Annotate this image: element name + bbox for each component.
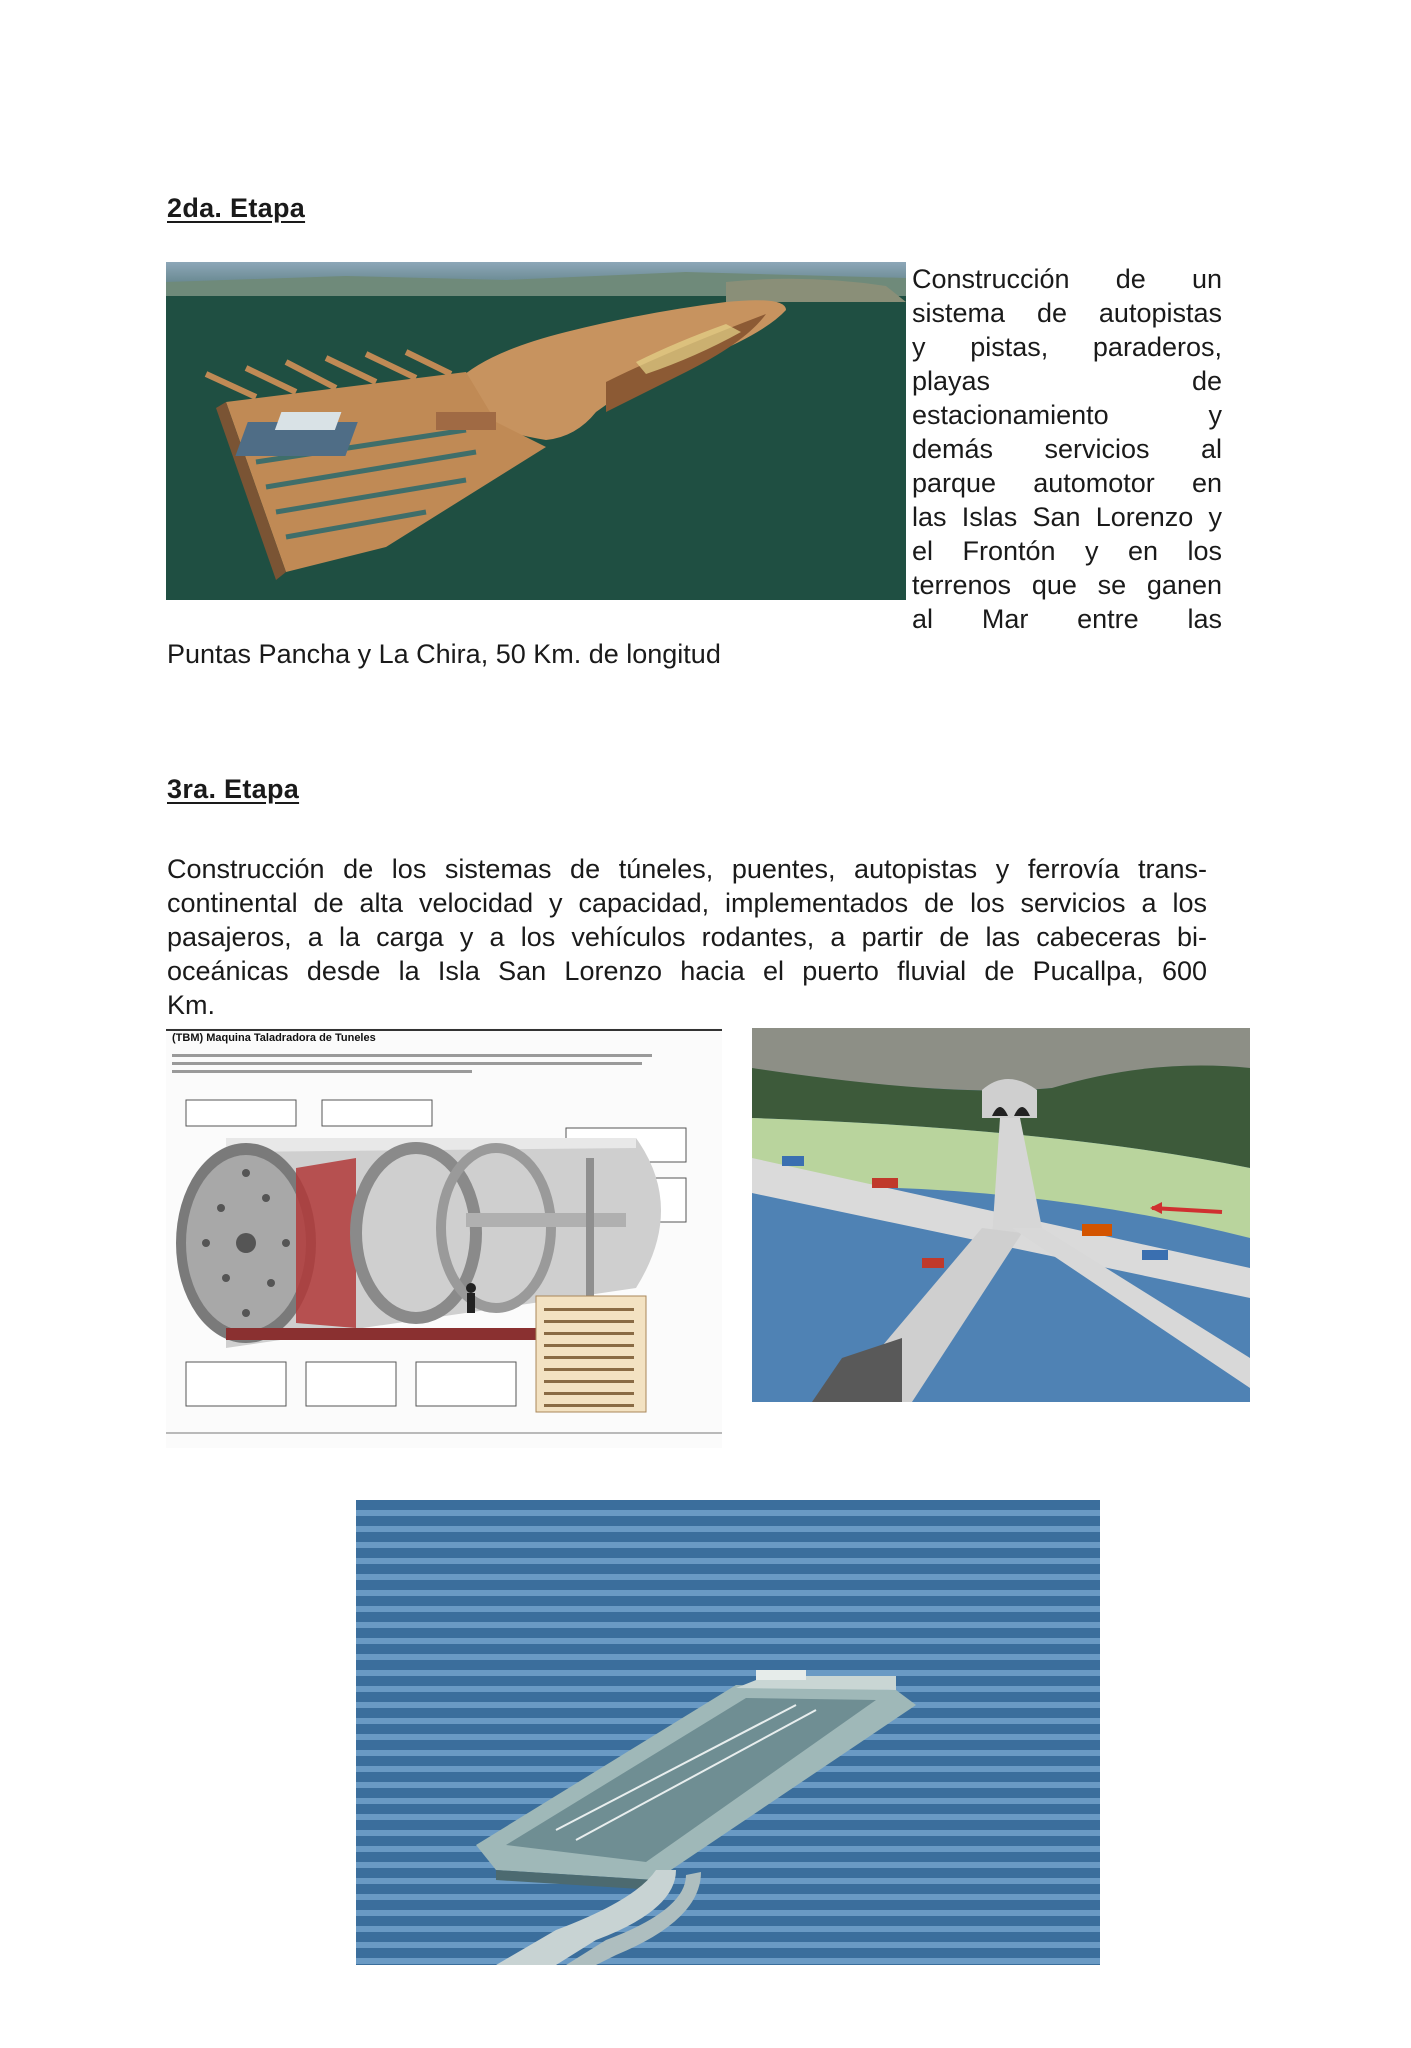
side-line: playas de — [912, 366, 1222, 396]
section-3-body-text — [167, 852, 1207, 1022]
section-2-side-text — [912, 262, 1222, 636]
side-line: al Mar entre las — [912, 604, 1222, 634]
side-line: terrenos que se ganen — [912, 570, 1222, 600]
body-line: Construcción de los sistemas de túneles, puentes, autopistas y ferrovía trans- — [167, 854, 1207, 884]
section-2-tail-text: Puntas Pancha y La Chira, 50 Km. de longitud — [167, 639, 721, 669]
tbm-diagram-title: (TBM) Maquina Taladradora de Tuneles — [172, 1032, 376, 1044]
section-3-heading: 3ra. Etapa — [167, 774, 300, 804]
side-line: estacionamiento y — [912, 400, 1222, 430]
body-line: continental de alta velocidad y capacidad, implementados de los servicios a los — [167, 888, 1207, 918]
side-line: parque automotor en — [912, 468, 1222, 498]
side-line: y pistas, paraderos, — [912, 332, 1222, 362]
body-line: oceánicas desde la Isla San Lorenzo hacia el puerto fluvial de Pucallpa, 600 — [167, 956, 1207, 986]
side-line: demás servicios al — [912, 434, 1222, 464]
side-line: sistema de autopistas — [912, 298, 1222, 328]
side-line: Construcción de un — [912, 264, 1222, 294]
side-line: las Islas San Lorenzo y — [912, 502, 1222, 532]
section-2-heading: 2da. Etapa — [167, 193, 306, 223]
aerial-island-render-image — [356, 1500, 1100, 1965]
body-line: Km. — [167, 990, 216, 1020]
tbm-diagram-image — [166, 1028, 722, 1448]
side-line: el Frontón y en los — [912, 536, 1222, 566]
body-line: pasajeros, a la carga y a los vehículos rodantes, a partir de las cabeceras bi- — [167, 922, 1207, 952]
island-render-image — [166, 262, 906, 600]
tunnel-bridge-render-image — [752, 1028, 1250, 1402]
